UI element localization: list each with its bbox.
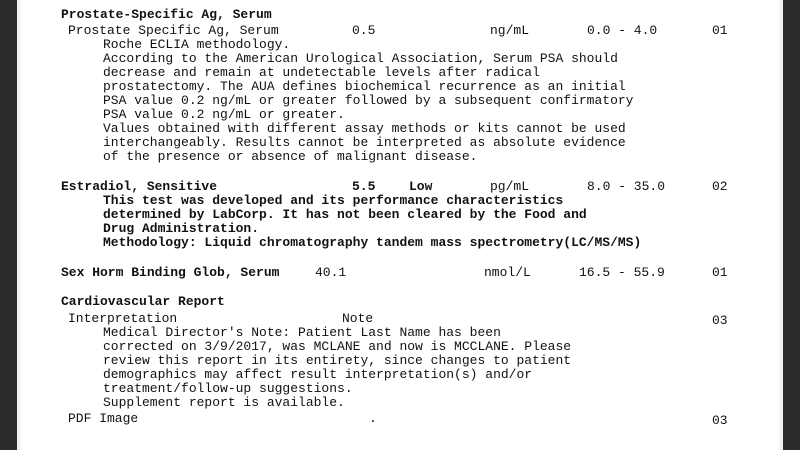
test-lab-shbg: 01 [712, 265, 728, 280]
note-line: Supplement report is available. [103, 395, 345, 410]
test-units-shbg: nmol/L [484, 265, 531, 280]
note-line: Roche ECLIA methodology. [103, 37, 291, 52]
test-value-psa: 0.5 [352, 23, 376, 38]
test-value-shbg: 40.1 [315, 265, 347, 280]
note-line: review this report in its entirety, since changes to patient [103, 353, 572, 368]
test-name-shbg: Sex Horm Binding Glob, Serum [61, 265, 280, 280]
test-name-estradiol: Estradiol, Sensitive [61, 179, 218, 194]
lab-report-page [17, 0, 783, 450]
row-name-pdf-image: PDF Image [68, 411, 139, 426]
test-lab-estradiol: 02 [712, 179, 728, 194]
test-flag-estradiol: Low [409, 179, 433, 194]
section-title-cardiovascular: Cardiovascular Report [61, 294, 225, 309]
row-value-interpretation: Note [342, 311, 374, 326]
row-lab-interpretation: 03 [712, 313, 728, 328]
test-range-shbg: 16.5 - 55.9 [579, 265, 665, 280]
note-line: This test was developed and its performance characteristics [103, 193, 564, 208]
page-edge-shadow [777, 0, 783, 450]
test-units-psa: ng/mL [490, 23, 530, 38]
note-line: According to the American Urological Association, Serum PSA should [103, 51, 618, 66]
test-units-estradiol: pg/mL [490, 179, 530, 194]
test-name-psa: Prostate Specific Ag, Serum [68, 23, 279, 38]
note-line: corrected on 3/9/2017, was MCLANE and now is MCCLANE. Please [103, 339, 572, 354]
note-line: determined by LabCorp. It has not been cleared by the Food and [103, 207, 587, 222]
note-line: Medical Director's Note: Patient Last Name has been [103, 325, 501, 340]
section-title-psa: Prostate-Specific Ag, Serum [61, 7, 272, 22]
note-line: treatment/follow-up suggestions. [103, 381, 353, 396]
row-lab-pdf-image: 03 [712, 413, 728, 428]
row-value-pdf-image: . [369, 411, 377, 426]
note-line: Drug Administration. [103, 221, 260, 236]
note-line: decrease and remain at undetectable levels after radical [103, 65, 540, 80]
note-line: demographics may affect result interpretation(s) and/or [103, 367, 533, 382]
test-range-psa: 0.0 - 4.0 [587, 23, 658, 38]
note-line: Methodology: Liquid chromatography tandem mass spectrometry(LC/MS/MS) [103, 235, 642, 250]
note-line: Values obtained with different assay methods or kits cannot be used [103, 121, 626, 136]
page-edge-shadow [17, 0, 23, 450]
note-line: prostatectomy. The AUA defines biochemical recurrence as an initial [103, 79, 626, 94]
note-line: of the presence or absence of malignant disease. [103, 149, 478, 164]
test-lab-psa: 01 [712, 23, 728, 38]
test-value-estradiol: 5.5 [352, 179, 376, 194]
note-line: interchangeably. Results cannot be interpreted as absolute evidence [103, 135, 626, 150]
note-line: PSA value 0.2 ng/mL or greater followed by a subsequent confirmatory [103, 93, 634, 108]
row-name-interpretation: Interpretation [68, 311, 178, 326]
test-range-estradiol: 8.0 - 35.0 [587, 179, 666, 194]
note-line: PSA value 0.2 ng/mL or greater. [103, 107, 345, 122]
